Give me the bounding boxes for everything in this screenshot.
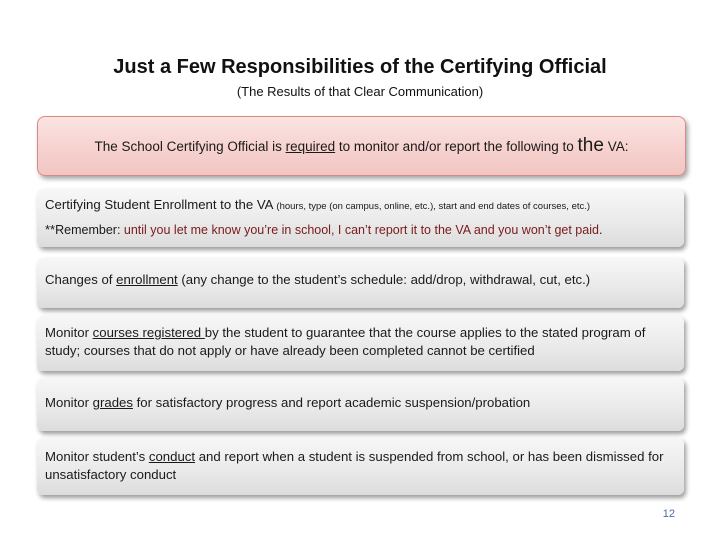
- item-text-underlined: conduct: [148, 449, 196, 464]
- item-text-after: (any change to the student’s schedule: add/drop, withdrawal, cut, etc.): [177, 272, 591, 287]
- responsibility-conduct: [37, 438, 684, 495]
- responsibility-enrollment-changes: [37, 258, 684, 308]
- item-text-before: Monitor student’s: [45, 449, 149, 464]
- slide-subtitle: (The Results of that Clear Communication): [236, 84, 484, 99]
- header-text: [95, 135, 629, 157]
- remember-stars: **: [45, 222, 56, 237]
- header-text-required: required: [285, 139, 336, 154]
- item-main-text: Certifying Student Enrollment to the VA: [45, 197, 277, 212]
- item-line: [45, 196, 676, 216]
- remember-label: Remember:: [55, 223, 124, 237]
- item-text-before: Changes of: [45, 272, 117, 287]
- slide-title: Just a Few Responsibilities of the Certifying Official: [113, 56, 607, 78]
- item-text-after: for satisfactory progress and report academic suspension/probation: [132, 395, 531, 410]
- header-text-after: to monitor and/or report the following to: [335, 139, 578, 154]
- responsibility-grades: [37, 378, 684, 431]
- item-text-underlined: grades: [92, 395, 133, 410]
- remember-text: until you let me know you’re in school, I can’t report it to the VA and you won’t get paid: [123, 223, 599, 237]
- item-text-after: by the student to guarantee that the course applies to the stated program of study; courses that do not apply or have already been completed cannot be certified: [45, 325, 646, 358]
- remember-end: .: [598, 223, 603, 237]
- header-text-big: the: [577, 135, 604, 156]
- header-text-end: VA:: [603, 139, 629, 154]
- header-text-before: The School Certifying Official is: [94, 139, 286, 154]
- item-text-underlined: courses registered: [92, 325, 205, 340]
- item-text-before: Monitor: [45, 395, 93, 410]
- item-text-before: Monitor: [45, 325, 93, 340]
- responsibility-enrollment-certification: [37, 189, 684, 247]
- remember-note: [45, 221, 676, 239]
- item-text-after: and report when a student is suspended from school, or has been dismissed for unsatisfactory conduct: [45, 449, 664, 482]
- responsibility-courses-registered: [37, 316, 684, 371]
- page-number: 12: [662, 508, 675, 520]
- item-small-text: (hours, type (on campus, online, etc.), start and end dates of courses, etc.): [276, 201, 591, 212]
- header-box: [37, 116, 686, 176]
- item-text-underlined: enrollment: [116, 272, 178, 287]
